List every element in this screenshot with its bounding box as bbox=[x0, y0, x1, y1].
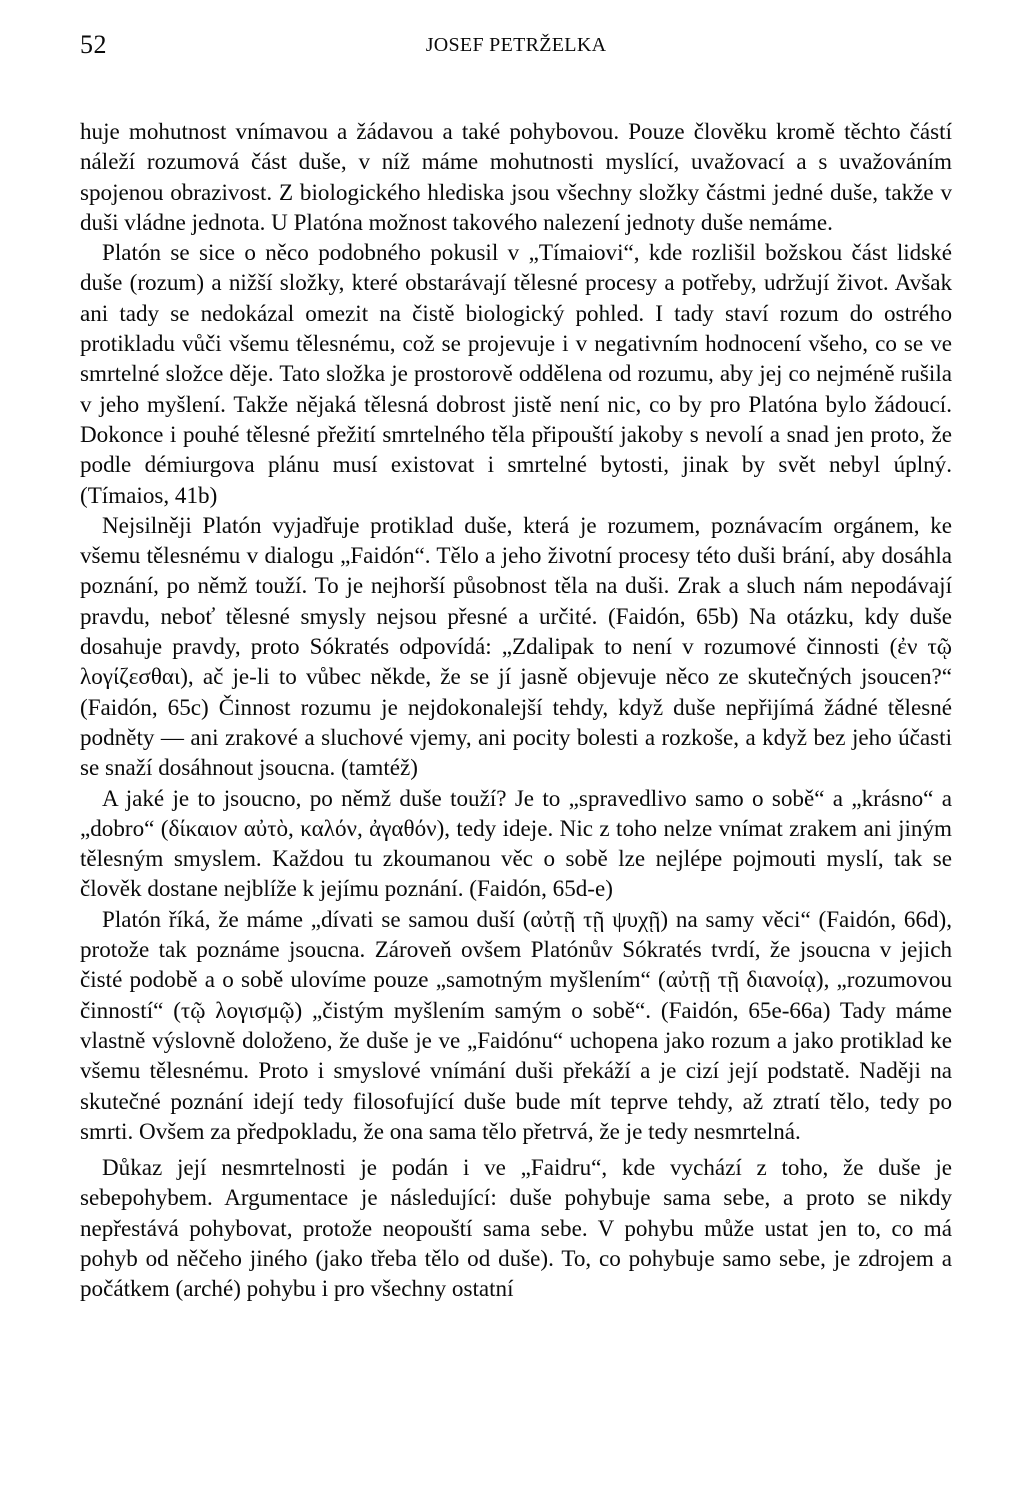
paragraph: Platón se sice o něco podobného pokusil v „Tímaiovi“, kde rozlišil božskou část lidské duše (rozum) a nižší složky, které obstarávají tělesné procesy a potřeby, udržují život. Avšak ani tady se nedokázal omezit na čistě biologický pohled. I tady staví rozum do ostrého protikladu vůči všemu tělesnému, což se projevuje i v negativním hodnocení všeho, co se ve smrtelné složce děje. Tato složka je prostorově oddělena od rozumu, aby jej co nejméně rušila v jeho myšlení. Takže nějaká tělesná dobrost jistě není nic, co by pro Platóna bylo žádoucí. Dokonce i pouhé tělesné přežití smrtelného těla připouští jakoby s nevolí a snad jen proto, že podle démiurgova plánu musí existovat i smrtelné bytosti, jinak by svět nebyl úplný. (Tímaios, 41b) bbox=[80, 239, 952, 508]
paragraph: Platón říká, že máme „dívati se samou duší (αὐτῇ τῇ ψυχῇ) na samy věci“ (Faidón, 66d), protože tak poznáme jsoucna. Zároveň ovšem Platónův Sókratés tvrdí, že jsoucna v jejich čisté podobě a o sobě ulovíme pouze „samotným myšlením“ (αὐτῇ τῇ διανοίᾳ), „rozumovou činností“ (τῷ λογισμῷ) „čistým myšlením samým o sobě“. (Faidón, 65e-66a) Tady máme vlastně výslovně doloženo, že duše je ve „Faidónu“ uchopena jako rozum a jako protiklad ke všemu tělesnému. Proto i smyslové vnímání duši překáží a je cizí její podstatě. Naději na skutečné poznání idejí tedy filosofující duše bude mít teprve tehdy, až ztratí tělo, tedy po smrti. Ovšem za předpokladu, že ona sama tělo přetrvá, že je tedy nesmrtelná. bbox=[80, 905, 952, 1144]
paragraph: A jaké je to jsoucno, po němž duše touží? Je to „spravedlivo samo o sobě“ a „krásno“ a „dobro“ (δίκαιον αὐτὸ, καλόν, ἀγαθόν), tedy ideje. Nic z toho nelze vnímat zrakem ani jiným tělesným smyslem. Každou tu zkoumanou věc o sobě lze nejlépe pojmouti myslí, tak se člověk dostane nejblíže k jejímu poznání. (Faidón, 65d-e) bbox=[80, 784, 952, 902]
body-text bbox=[80, 116, 952, 1304]
paragraph: huje mohutnost vnímavou a žádavou a také pohybovou. Pouze člověku kromě těchto částí náleží rozumová část duše, v níž máme mohutnosti myslící, uvažovací a s uvažováním spojenou obrazivost. Z biologického hlediska jsou všechny složky částmi jedné duše, takže v duši vládne jednota. U Platóna možnost takového nalezení jednoty duše nemáme. bbox=[80, 118, 952, 235]
running-head bbox=[80, 30, 952, 66]
page-number: 52 bbox=[80, 30, 107, 59]
book-page bbox=[80, 30, 952, 1304]
paragraph: Nejsilněji Platón vyjadřuje protiklad duše, která je rozumem, poznávacím orgánem, ke všemu tělesnému v dialogu „Faidón“. Tělo a jeho životní procesy této duši brání, aby dosáhla poznání, po němž touží. To je nejhorší působnost těla na duši. Zrak a sluch nám nepodávají pravdu, neboť tělesné smysly nejsou přesné a určité. (Faidón, 65b) Na otázku, kdy duše dosahuje pravdy, proto Sókratés odpovídá: „Zdalipak to není v rozumové činnosti (ἐν τῷ λογίζεσθαι), ač je-li to vůbec někde, že se jí jasně objevuje něco ze skutečných jsoucen?“ (Faidón, 65c) Činnost rozumu je nejdokonalejší tehdy, když duše nepřijímá žádné tělesné podněty — ani zrakové a sluchové vjemy, ani pocity bolesti a rozkoše, a když bez jeho účasti se snaží dosáhnout jsoucna. (tamtéž) bbox=[80, 511, 952, 781]
paragraph: Důkaz její nesmrtelnosti je podán i ve „Faidru“, kde vychází z toho, že duše je sebepohybem. Argumentace je následující: duše pohybuje sama sebe, a proto se nikdy nepřestává pohybovat, protože neopouští sama sebe. V pohybu může ustat jen to, co má pohyb od něčeho jiného (jako třeba tělo od duše). To, co pohybuje samo sebe, je zdrojem a počátkem (arché) pohybu i pro všechny ostatní bbox=[80, 1154, 952, 1302]
running-title: JOSEF PETRŽELKA bbox=[425, 34, 607, 56]
